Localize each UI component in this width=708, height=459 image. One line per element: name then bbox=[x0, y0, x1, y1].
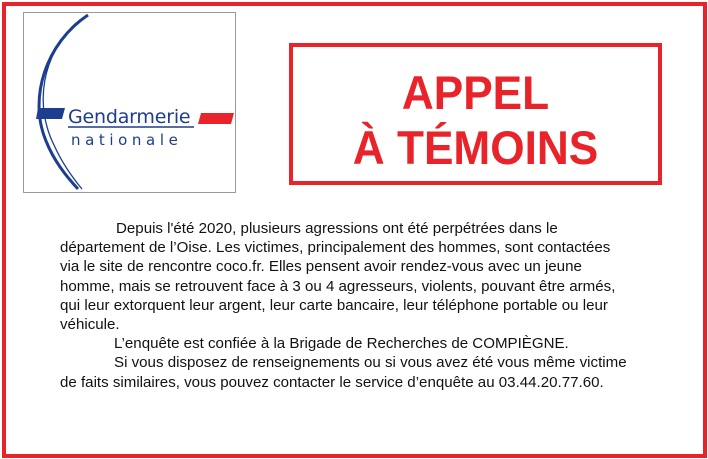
gendarmerie-logo bbox=[23, 12, 236, 193]
paragraph-1-line: département de l’Oise. Les victimes, principalement des hommes, sont contactées bbox=[60, 239, 611, 257]
paragraph-3-line: Si vous disposez de renseignements ou si vous avez été vous même victime bbox=[114, 354, 627, 372]
paragraph-1-line: via le site de rencontre coco.fr. Elles pensent avoir rendez-vous avec un jeune bbox=[60, 258, 582, 276]
logo-subtitle: nationale bbox=[71, 131, 183, 149]
appeal-body bbox=[60, 219, 686, 392]
gendarmerie-logo-icon bbox=[24, 13, 235, 192]
paragraph-2: L’enquête est confiée à la Brigade de Recherches de COMPIÈGNE. bbox=[114, 335, 569, 353]
headline-line-1: APPEL bbox=[401, 66, 550, 119]
paragraph-1-line: véhicule. bbox=[60, 316, 120, 334]
paragraph-3-line: de faits similaires, vous pouvez contacter le service d’enquête au 03.44.20.77.60. bbox=[60, 373, 604, 391]
paragraph-1-line: qui leur extorquent leur argent, leur carte bancaire, leur téléphone portable ou leur bbox=[60, 296, 608, 314]
logo-title: Gendarmerie bbox=[68, 106, 191, 128]
headline-line-2: À TÉMOINS bbox=[352, 121, 599, 174]
paragraph-1-line: Depuis l'été 2020, plusieurs agressions ont été perpétrées dans le bbox=[116, 220, 558, 237]
paragraph-1-line: homme, mais se retrouvent face à 3 ou 4 agresseurs, violents, pouvant être armés, bbox=[60, 277, 616, 295]
appeal-headline-box bbox=[289, 43, 662, 185]
